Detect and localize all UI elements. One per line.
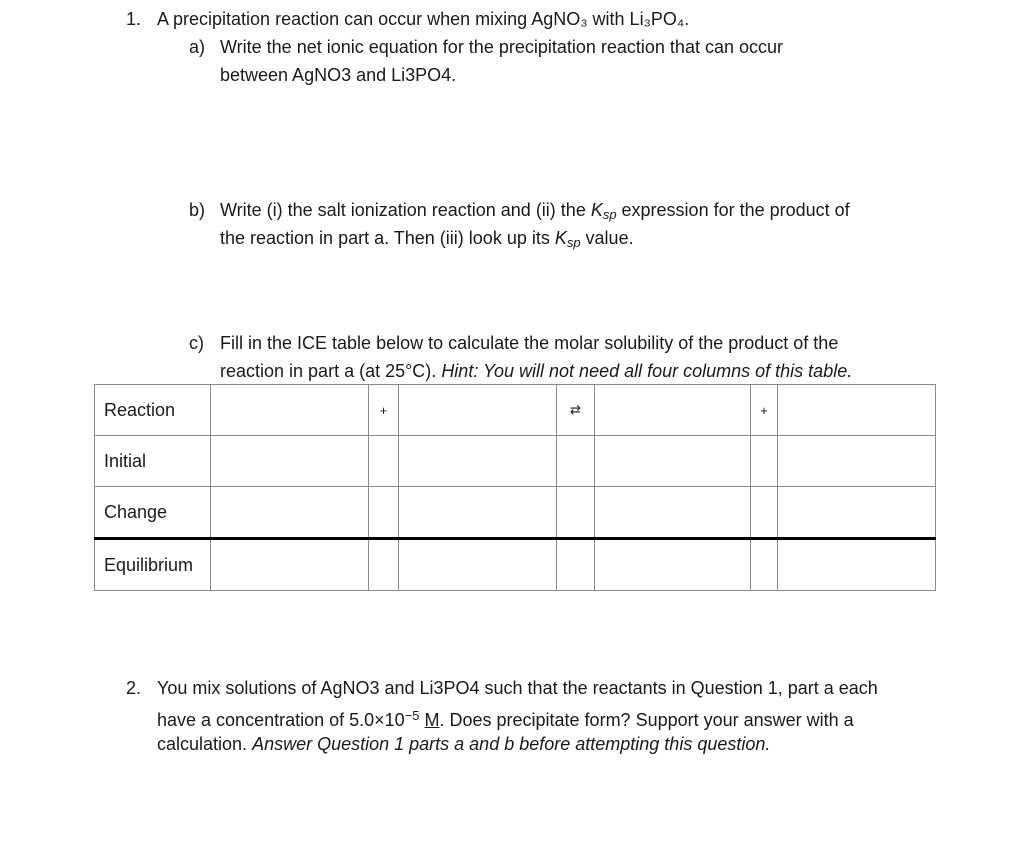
ice-spacer bbox=[369, 539, 399, 591]
ice-cell[interactable] bbox=[778, 436, 936, 487]
part-b-label: b) bbox=[189, 200, 206, 220]
ksp-symbol: $K_{sp}$ bbox=[554, 228, 581, 251]
hint-text: Hint: You will not need all four columns of this table. bbox=[441, 361, 853, 381]
ice-spacer bbox=[557, 436, 595, 487]
plus-operator: + bbox=[751, 385, 778, 436]
question-1-stem: A precipitation reaction can occur when mixing AgNO₃ with Li₃PO₄. bbox=[157, 9, 690, 29]
molar-unit: M bbox=[424, 709, 440, 730]
ice-spacer bbox=[369, 436, 399, 487]
row-label-change: Change bbox=[95, 487, 211, 539]
ice-row-change bbox=[95, 487, 936, 539]
ice-cell[interactable] bbox=[595, 539, 751, 591]
ice-cell[interactable] bbox=[778, 385, 936, 436]
part-a-label: a) bbox=[189, 37, 206, 57]
ice-row-initial bbox=[95, 436, 936, 487]
ice-cell[interactable] bbox=[778, 539, 936, 591]
ice-cell[interactable] bbox=[211, 385, 369, 436]
part-c-line-2: reaction in part a (at 25°C). Hint: You will not need all four columns of this table. bbox=[220, 361, 853, 381]
ice-cell[interactable] bbox=[778, 487, 936, 539]
ice-table bbox=[94, 384, 936, 591]
question-2-line-1: You mix solutions of AgNO3 and Li3PO4 such that the reactants in Question 1, part a each bbox=[157, 678, 878, 698]
question-2-number: 2. bbox=[126, 678, 142, 698]
ice-spacer bbox=[751, 436, 778, 487]
plus-operator: + bbox=[369, 385, 399, 436]
ice-row-equilibrium bbox=[95, 539, 936, 591]
row-label-reaction: Reaction bbox=[95, 385, 211, 436]
ice-row-reaction bbox=[95, 385, 936, 436]
part-a-line-2: between AgNO3 and Li3PO4. bbox=[220, 65, 457, 85]
ice-cell[interactable] bbox=[211, 436, 369, 487]
row-label-equilibrium: Equilibrium bbox=[95, 539, 211, 591]
question-2-line-3: calculation. Answer Question 1 parts a and b before attempting this question. bbox=[157, 734, 771, 754]
ice-cell[interactable] bbox=[211, 539, 369, 591]
ice-cell[interactable] bbox=[399, 385, 557, 436]
part-c-label: c) bbox=[189, 333, 204, 353]
part-b-line-1: Write (i) the salt ionization reaction and (ii) the $K_{sp}$ expression for the product of bbox=[220, 200, 850, 223]
ice-cell[interactable] bbox=[399, 487, 557, 539]
row-label-initial: Initial bbox=[95, 436, 211, 487]
ice-cell[interactable] bbox=[399, 436, 557, 487]
ice-spacer bbox=[557, 487, 595, 539]
equilibrium-arrow-icon: ⇄ bbox=[557, 385, 595, 436]
ice-cell[interactable] bbox=[211, 487, 369, 539]
part-c-line-1: Fill in the ICE table below to calculate the molar solubility of the product of the bbox=[220, 333, 839, 353]
ice-cell[interactable] bbox=[595, 436, 751, 487]
ice-cell[interactable] bbox=[399, 539, 557, 591]
instruction-text: Answer Question 1 parts a and b before attempting this question. bbox=[252, 734, 771, 754]
ice-spacer bbox=[751, 487, 778, 539]
question-1-number: 1. bbox=[126, 9, 142, 29]
ksp-symbol: $K_{sp}$ bbox=[590, 200, 617, 223]
ice-spacer bbox=[369, 487, 399, 539]
ice-cell[interactable] bbox=[595, 385, 751, 436]
part-b-line-2: the reaction in part a. Then (iii) look up its $K_{sp}$ value. bbox=[220, 228, 634, 251]
part-a-line-1: Write the net ionic equation for the precipitation reaction that can occur bbox=[220, 37, 783, 57]
ice-cell[interactable] bbox=[595, 487, 751, 539]
ice-spacer bbox=[751, 539, 778, 591]
question-2-line-2: have a concentration of $5.0\times 10^{-5}$ M. Does precipitate form? Support your answer with a bbox=[157, 708, 854, 730]
ice-spacer bbox=[557, 539, 595, 591]
